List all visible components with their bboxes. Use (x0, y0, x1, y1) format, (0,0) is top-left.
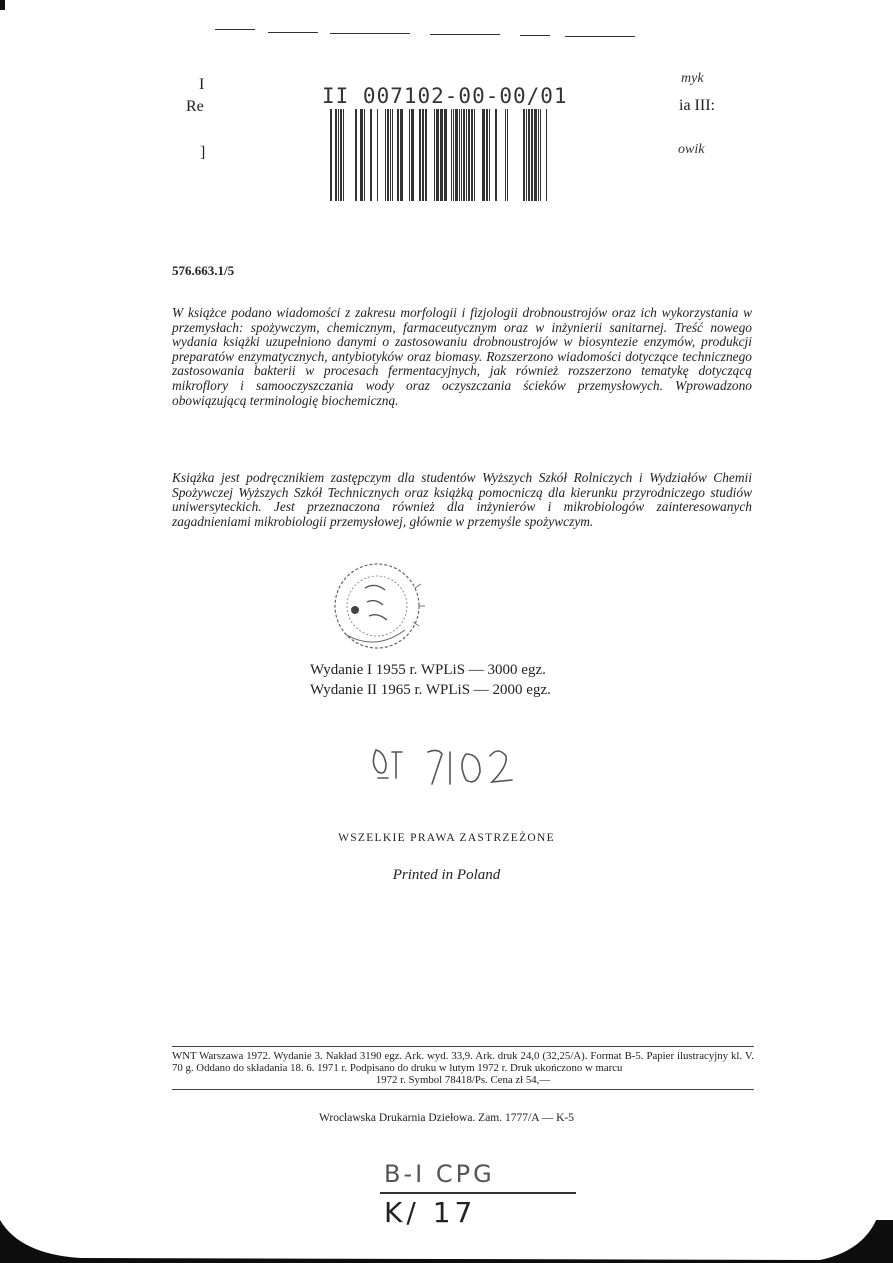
scan-artifact-line (565, 36, 635, 37)
catalog-mark-divider (380, 1192, 576, 1194)
barcode-bar (409, 109, 410, 201)
barcode-bar (370, 109, 372, 201)
imprint-last-line: 1972 r. Symbol 78418/Ps. Cena zł 54,— (375, 1074, 551, 1086)
corner-mark (0, 0, 5, 10)
scan-artifact-line (330, 33, 410, 34)
barcode-bar (364, 109, 365, 201)
header-fragment-left-2: Re (186, 98, 204, 115)
barcode-bar (330, 109, 332, 201)
barcode-bar (377, 109, 378, 201)
barcode-bar (459, 109, 460, 201)
barcode-bar (505, 109, 506, 201)
barcode-bar (453, 109, 454, 201)
barcode-bar (534, 109, 537, 201)
barcode-bar (422, 109, 424, 201)
imprint-text: WNT Warszawa 1972. Wydanie 3. Nakład 3190 egz. Ark. wyd. 33,9. Ark. druk 24,0 (32,25/A). Format B-5. Papier ilustracyjny kl. V. 70 g. Oddano do składania 18. 6. 1971 r. Podpisano do druku w lutym 1972 r. Druk ukończono w marcu (172, 1050, 754, 1074)
barcode-bar (411, 109, 414, 201)
barcode-text: II 007102-00-00/01 (322, 84, 568, 108)
handwritten-number (368, 738, 528, 798)
barcode-bar (397, 109, 399, 201)
barcode-bar (451, 109, 452, 201)
barcode-bar (434, 109, 435, 201)
header-fragment-right-2: ia III: (679, 97, 715, 114)
description-paragraph-1: W książce podano wiadomości z zakresu morfologii i fizjologii drobnoustrojów oraz ich wykorzystania w przemysłach: spożywczym, chemicznym, farmaceutycznym oraz w inżynierii sanitarnej. Treść nowego wydania książki uzupełniono danymi o zastosowaniu drobnoustrojów w biosyntezie enzymów, produkcji preparatów enzymatycznych, antybiotyków oraz biomasy. Rozszerzono wiadomości dotyczące technicznego zastosowania bakterii w procesach fermentacyjnych, jak również rozszerzono tematykę dotyczącą mikroflory i samooczyszczania wody oraz oczyszczania ścieków przemysłowych. Wprowadzono obowiązującą terminologię biochemiczną. (172, 305, 752, 408)
barcode-bar (385, 109, 386, 201)
header-fragment-left-3: ] (200, 144, 206, 161)
printed-in: Printed in Poland (392, 867, 501, 883)
printer-line: Wrocławska Drukarnia Dziełowa. Zam. 1777/A — K-5 (318, 1112, 575, 1124)
barcode-bar (425, 109, 427, 201)
scan-edge-shadow (0, 1220, 893, 1263)
header-fragment-left-1: I (199, 76, 205, 93)
barcode-bar (400, 109, 403, 201)
barcode-bar (340, 109, 342, 201)
barcode-bar (482, 109, 485, 201)
barcode-bar (538, 109, 539, 201)
header-fragment-right-1: myk (681, 71, 704, 86)
barcode-bar (523, 109, 525, 201)
barcode-bar (471, 109, 473, 201)
edition-line-2: Wydanie II 1965 r. WPLiS — 2000 egz. (310, 682, 551, 698)
barcode-bar (486, 109, 488, 201)
barcode-bar (526, 109, 527, 201)
barcode-bar (466, 109, 467, 201)
scan-artifact-line (215, 29, 255, 30)
barcode-bar (528, 109, 530, 201)
catalog-mark-line-1: B-I CPG (384, 1160, 495, 1188)
barcode-bar (531, 109, 533, 201)
barcode-bar (343, 109, 344, 201)
barcode-bar (546, 109, 547, 201)
barcode-bar (444, 109, 447, 201)
barcode-bar (540, 109, 541, 201)
barcode-bar (436, 109, 439, 201)
rights-notice: WSZELKIE PRAWA ZASTRZEŻONE (338, 832, 555, 844)
library-stamp (325, 558, 437, 658)
header-fragment-right-3: owik (678, 142, 705, 157)
barcode-bar (390, 109, 391, 201)
barcode (330, 109, 550, 201)
scan-artifact-line (430, 34, 500, 35)
barcode-bar (489, 109, 490, 201)
description-paragraph-2: Książka jest podręcznikiem zastępczym dla studentów Wyższych Szkół Rolniczych i Wydziałów Chemii Spożywczej Wyższych Szkół Technicznych oraz książką pomocniczą dla kierunku przyrodniczego studiów uniwersyteckich. Jest przeznaczona również dla inżynierów i mikrobiologów zainteresowanych zagadnieniami mikrobiologii przemysłowej, głównie w przemyśle spożywczym. (172, 470, 752, 529)
barcode-bar (468, 109, 470, 201)
barcode-bar (387, 109, 389, 201)
udc-number: 576.663.1/5 (172, 263, 235, 278)
catalog-mark-line-2: K/ 17 (384, 1196, 477, 1229)
barcode-bar (474, 109, 475, 201)
barcode-bar (355, 109, 357, 201)
scan-artifact-line (520, 35, 550, 36)
barcode-bar (392, 109, 393, 201)
barcode-bar (440, 109, 443, 201)
barcode-bar (335, 109, 337, 201)
barcode-bar (455, 109, 458, 201)
barcode-bar (461, 109, 462, 201)
barcode-bar (338, 109, 339, 201)
barcode-bar (495, 109, 497, 201)
barcode-bar (360, 109, 363, 201)
barcode-bar (463, 109, 465, 201)
barcode-bar (507, 109, 508, 201)
barcode-bar (419, 109, 421, 201)
scan-artifact-line (268, 32, 318, 33)
edition-line-1: Wydanie I 1955 r. WPLiS — 3000 egz. (310, 662, 546, 678)
imprint-block (172, 1046, 754, 1090)
